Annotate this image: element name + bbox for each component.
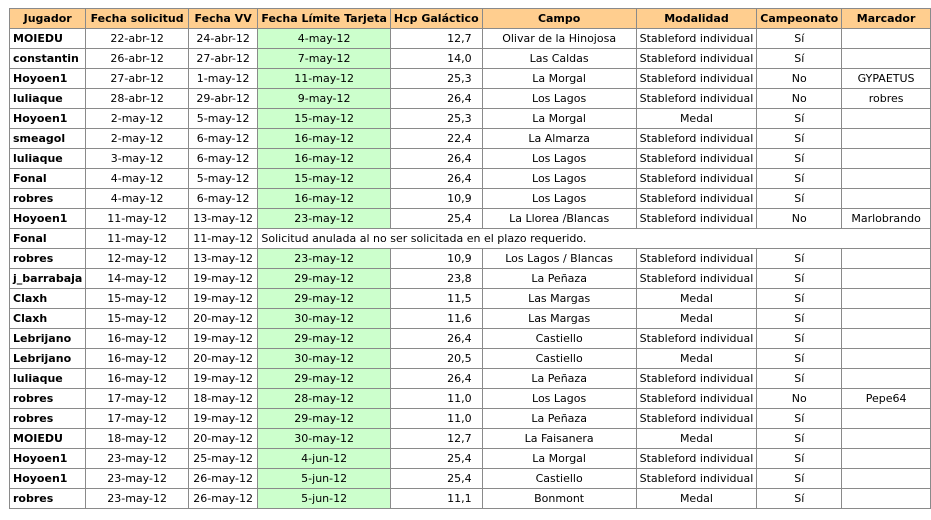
cell-fecha-solicitud: 16-may-12: [86, 329, 189, 349]
cell-campo: La Morgal: [482, 449, 636, 469]
cell-jugador: robres: [10, 389, 86, 409]
cell-marcador: [842, 349, 931, 369]
cell-jugador: luliaque: [10, 149, 86, 169]
cell-marcador: [842, 289, 931, 309]
cell-campo: Los Lagos: [482, 389, 636, 409]
cell-fecha-vv: 6-may-12: [188, 189, 257, 209]
cell-fecha-solicitud: 11-may-12: [86, 229, 189, 249]
cell-campo: Castiello: [482, 349, 636, 369]
cell-campo: La Almarza: [482, 129, 636, 149]
table-body: [10, 29, 931, 509]
cell-marcador: Pepe64: [842, 389, 931, 409]
cell-fecha-vv: 5-may-12: [188, 109, 257, 129]
header-jugador: Jugador: [10, 9, 86, 29]
cell-note: Solicitud anulada al no ser solicitada en el plazo requerido.: [258, 229, 931, 249]
table-row: [10, 429, 931, 449]
cell-fecha-limite: 7-may-12: [258, 49, 391, 69]
cell-fecha-solicitud: 15-may-12: [86, 289, 189, 309]
cell-jugador: Claxh: [10, 309, 86, 329]
cell-modalidad: Stableford individual: [636, 389, 757, 409]
cell-campo: La Morgal: [482, 69, 636, 89]
table-row: [10, 169, 931, 189]
table-row: [10, 329, 931, 349]
cell-fecha-limite: 16-may-12: [258, 189, 391, 209]
golf-requests-table: [9, 8, 931, 509]
cell-campeonato: Sí: [757, 489, 842, 509]
header-campo: Campo: [482, 9, 636, 29]
cell-marcador: [842, 489, 931, 509]
cell-fecha-solicitud: 15-may-12: [86, 309, 189, 329]
cell-fecha-vv: 20-may-12: [188, 349, 257, 369]
cell-modalidad: Stableford individual: [636, 49, 757, 69]
cell-fecha-limite: 15-may-12: [258, 169, 391, 189]
cell-fecha-limite: 30-may-12: [258, 309, 391, 329]
cell-fecha-vv: 29-abr-12: [188, 89, 257, 109]
cell-hcp: 23,8: [390, 269, 482, 289]
cell-fecha-vv: 24-abr-12: [188, 29, 257, 49]
table-row: [10, 309, 931, 329]
cell-modalidad: Stableford individual: [636, 369, 757, 389]
cell-fecha-solicitud: 27-abr-12: [86, 69, 189, 89]
cell-hcp: 11,1: [390, 489, 482, 509]
cell-campeonato: Sí: [757, 269, 842, 289]
cell-marcador: [842, 149, 931, 169]
table-row: [10, 409, 931, 429]
cell-campeonato: Sí: [757, 289, 842, 309]
cell-marcador: [842, 129, 931, 149]
cell-jugador: smeagol: [10, 129, 86, 149]
cell-hcp: 10,9: [390, 249, 482, 269]
cell-fecha-solicitud: 23-may-12: [86, 469, 189, 489]
cell-fecha-vv: 11-may-12: [188, 229, 257, 249]
cell-marcador: [842, 49, 931, 69]
cell-jugador: luliaque: [10, 369, 86, 389]
cell-campeonato: Sí: [757, 449, 842, 469]
cell-fecha-limite: 29-may-12: [258, 329, 391, 349]
cell-marcador: [842, 189, 931, 209]
cell-marcador: Marlobrando: [842, 209, 931, 229]
cell-campeonato: Sí: [757, 309, 842, 329]
cell-marcador: [842, 109, 931, 129]
cell-hcp: 11,6: [390, 309, 482, 329]
cell-campo: Los Lagos: [482, 89, 636, 109]
cell-campo: La Peñaza: [482, 369, 636, 389]
table-row: [10, 109, 931, 129]
cell-fecha-vv: 6-may-12: [188, 149, 257, 169]
header-fecha-vv: Fecha VV: [188, 9, 257, 29]
cell-campeonato: Sí: [757, 469, 842, 489]
cell-modalidad: Medal: [636, 429, 757, 449]
cell-jugador: luliaque: [10, 89, 86, 109]
table-row: [10, 449, 931, 469]
cell-fecha-vv: 5-may-12: [188, 169, 257, 189]
cell-fecha-vv: 1-may-12: [188, 69, 257, 89]
cell-fecha-limite: 23-may-12: [258, 249, 391, 269]
cell-modalidad: Medal: [636, 489, 757, 509]
cell-marcador: [842, 249, 931, 269]
cell-jugador: j_barrabaja: [10, 269, 86, 289]
table-row: [10, 289, 931, 309]
table-row: [10, 389, 931, 409]
table-row: [10, 229, 931, 249]
cell-modalidad: Stableford individual: [636, 449, 757, 469]
cell-jugador: Claxh: [10, 289, 86, 309]
cell-fecha-limite: 30-may-12: [258, 349, 391, 369]
cell-fecha-solicitud: 28-abr-12: [86, 89, 189, 109]
cell-fecha-limite: 29-may-12: [258, 409, 391, 429]
cell-fecha-solicitud: 16-may-12: [86, 349, 189, 369]
cell-modalidad: Stableford individual: [636, 149, 757, 169]
cell-modalidad: Stableford individual: [636, 469, 757, 489]
cell-marcador: [842, 169, 931, 189]
cell-modalidad: Stableford individual: [636, 269, 757, 289]
cell-jugador: robres: [10, 249, 86, 269]
cell-fecha-vv: 25-may-12: [188, 449, 257, 469]
cell-hcp: 25,3: [390, 69, 482, 89]
cell-fecha-solicitud: 18-may-12: [86, 429, 189, 449]
table-row: [10, 129, 931, 149]
cell-fecha-solicitud: 16-may-12: [86, 369, 189, 389]
cell-fecha-vv: 19-may-12: [188, 329, 257, 349]
cell-fecha-limite: 4-may-12: [258, 29, 391, 49]
cell-fecha-vv: 6-may-12: [188, 129, 257, 149]
cell-campo: Las Margas: [482, 309, 636, 329]
header-modalidad: Modalidad: [636, 9, 757, 29]
cell-fecha-limite: 5-jun-12: [258, 469, 391, 489]
cell-fecha-vv: 19-may-12: [188, 369, 257, 389]
cell-fecha-solicitud: 4-may-12: [86, 189, 189, 209]
cell-fecha-solicitud: 26-abr-12: [86, 49, 189, 69]
cell-marcador: [842, 269, 931, 289]
table-row: [10, 69, 931, 89]
cell-hcp: 26,4: [390, 369, 482, 389]
cell-campo: La Peñaza: [482, 409, 636, 429]
cell-jugador: MOIEDU: [10, 429, 86, 449]
cell-modalidad: Stableford individual: [636, 209, 757, 229]
cell-modalidad: Medal: [636, 349, 757, 369]
header-row: [10, 9, 931, 29]
cell-modalidad: Stableford individual: [636, 89, 757, 109]
cell-campeonato: No: [757, 89, 842, 109]
cell-campeonato: Sí: [757, 409, 842, 429]
cell-jugador: Lebrijano: [10, 349, 86, 369]
cell-fecha-vv: 19-may-12: [188, 409, 257, 429]
cell-hcp: 26,4: [390, 329, 482, 349]
cell-campo: Castiello: [482, 329, 636, 349]
cell-campo: Castiello: [482, 469, 636, 489]
cell-fecha-limite: 11-may-12: [258, 69, 391, 89]
cell-fecha-limite: 29-may-12: [258, 269, 391, 289]
cell-modalidad: Medal: [636, 289, 757, 309]
cell-hcp: 11,5: [390, 289, 482, 309]
table-row: [10, 249, 931, 269]
table-row: [10, 209, 931, 229]
header-marcador: Marcador: [842, 9, 931, 29]
table-row: [10, 149, 931, 169]
cell-modalidad: Stableford individual: [636, 69, 757, 89]
cell-jugador: Fonal: [10, 229, 86, 249]
cell-marcador: [842, 329, 931, 349]
cell-jugador: Hoyoen1: [10, 469, 86, 489]
cell-fecha-solicitud: 22-abr-12: [86, 29, 189, 49]
cell-fecha-vv: 19-may-12: [188, 269, 257, 289]
cell-hcp: 22,4: [390, 129, 482, 149]
table-row: [10, 349, 931, 369]
cell-fecha-solicitud: 11-may-12: [86, 209, 189, 229]
header-fecha-solicitud: Fecha solicitud: [86, 9, 189, 29]
cell-fecha-solicitud: 3-may-12: [86, 149, 189, 169]
cell-jugador: robres: [10, 489, 86, 509]
cell-hcp: 25,3: [390, 109, 482, 129]
cell-fecha-limite: 29-may-12: [258, 369, 391, 389]
cell-campo: Bonmont: [482, 489, 636, 509]
cell-hcp: 25,4: [390, 469, 482, 489]
table-row: [10, 489, 931, 509]
cell-jugador: MOIEDU: [10, 29, 86, 49]
cell-fecha-solicitud: 14-may-12: [86, 269, 189, 289]
cell-fecha-vv: 27-abr-12: [188, 49, 257, 69]
cell-fecha-solicitud: 12-may-12: [86, 249, 189, 269]
header-fecha-limite: Fecha Límite Tarjeta: [258, 9, 391, 29]
cell-campeonato: Sí: [757, 149, 842, 169]
cell-fecha-limite: 16-may-12: [258, 129, 391, 149]
cell-fecha-limite: 29-may-12: [258, 289, 391, 309]
cell-campo: Los Lagos: [482, 149, 636, 169]
cell-fecha-vv: 20-may-12: [188, 309, 257, 329]
cell-fecha-solicitud: 4-may-12: [86, 169, 189, 189]
cell-campo: La Llorea /Blancas: [482, 209, 636, 229]
cell-fecha-limite: 15-may-12: [258, 109, 391, 129]
cell-marcador: robres: [842, 89, 931, 109]
cell-campeonato: Sí: [757, 349, 842, 369]
cell-fecha-vv: 19-may-12: [188, 289, 257, 309]
cell-marcador: [842, 469, 931, 489]
cell-marcador: [842, 309, 931, 329]
cell-modalidad: Stableford individual: [636, 29, 757, 49]
cell-modalidad: Stableford individual: [636, 129, 757, 149]
cell-campeonato: No: [757, 69, 842, 89]
cell-modalidad: Medal: [636, 309, 757, 329]
cell-fecha-solicitud: 17-may-12: [86, 409, 189, 429]
cell-fecha-limite: 5-jun-12: [258, 489, 391, 509]
header-campeonato: Campeonato: [757, 9, 842, 29]
cell-campeonato: Sí: [757, 329, 842, 349]
cell-fecha-vv: 20-may-12: [188, 429, 257, 449]
table-row: [10, 29, 931, 49]
table-row: [10, 89, 931, 109]
table-row: [10, 269, 931, 289]
cell-campo: Los Lagos: [482, 189, 636, 209]
cell-jugador: Lebrijano: [10, 329, 86, 349]
cell-campeonato: Sí: [757, 49, 842, 69]
cell-marcador: GYPAETUS: [842, 69, 931, 89]
cell-campo: Las Margas: [482, 289, 636, 309]
cell-fecha-limite: 9-may-12: [258, 89, 391, 109]
cell-campeonato: Sí: [757, 429, 842, 449]
cell-jugador: Fonal: [10, 169, 86, 189]
cell-fecha-solicitud: 17-may-12: [86, 389, 189, 409]
cell-marcador: [842, 429, 931, 449]
cell-fecha-solicitud: 2-may-12: [86, 129, 189, 149]
cell-modalidad: Stableford individual: [636, 409, 757, 429]
cell-hcp: 25,4: [390, 209, 482, 229]
cell-hcp: 26,4: [390, 169, 482, 189]
cell-modalidad: Stableford individual: [636, 329, 757, 349]
cell-modalidad: Stableford individual: [636, 189, 757, 209]
cell-fecha-solicitud: 23-may-12: [86, 449, 189, 469]
cell-fecha-limite: 30-may-12: [258, 429, 391, 449]
cell-marcador: [842, 369, 931, 389]
cell-modalidad: Medal: [636, 109, 757, 129]
cell-campeonato: Sí: [757, 109, 842, 129]
cell-jugador: Hoyoen1: [10, 69, 86, 89]
cell-campo: Los Lagos: [482, 169, 636, 189]
cell-campeonato: Sí: [757, 29, 842, 49]
cell-campeonato: Sí: [757, 369, 842, 389]
cell-campo: Los Lagos / Blancas: [482, 249, 636, 269]
cell-fecha-vv: 18-may-12: [188, 389, 257, 409]
cell-campeonato: Sí: [757, 129, 842, 149]
cell-marcador: [842, 449, 931, 469]
cell-fecha-limite: 16-may-12: [258, 149, 391, 169]
table-row: [10, 369, 931, 389]
cell-jugador: Hoyoen1: [10, 109, 86, 129]
cell-campeonato: Sí: [757, 249, 842, 269]
cell-fecha-vv: 13-may-12: [188, 209, 257, 229]
cell-fecha-limite: 28-may-12: [258, 389, 391, 409]
cell-jugador: Hoyoen1: [10, 209, 86, 229]
table-row: [10, 189, 931, 209]
cell-jugador: robres: [10, 409, 86, 429]
cell-marcador: [842, 29, 931, 49]
cell-fecha-vv: 26-may-12: [188, 469, 257, 489]
cell-campeonato: Sí: [757, 189, 842, 209]
cell-fecha-limite: 23-may-12: [258, 209, 391, 229]
cell-marcador: [842, 409, 931, 429]
cell-modalidad: Stableford individual: [636, 249, 757, 269]
cell-hcp: 14,0: [390, 49, 482, 69]
cell-campo: La Morgal: [482, 109, 636, 129]
cell-fecha-vv: 26-may-12: [188, 489, 257, 509]
cell-hcp: 11,0: [390, 409, 482, 429]
cell-campeonato: No: [757, 209, 842, 229]
cell-jugador: constantin: [10, 49, 86, 69]
cell-campo: Las Caldas: [482, 49, 636, 69]
cell-hcp: 25,4: [390, 449, 482, 469]
cell-hcp: 12,7: [390, 429, 482, 449]
cell-campo: La Peñaza: [482, 269, 636, 289]
cell-hcp: 26,4: [390, 149, 482, 169]
cell-hcp: 26,4: [390, 89, 482, 109]
cell-fecha-solicitud: 23-may-12: [86, 489, 189, 509]
cell-fecha-vv: 13-may-12: [188, 249, 257, 269]
cell-hcp: 12,7: [390, 29, 482, 49]
cell-jugador: Hoyoen1: [10, 449, 86, 469]
table-row: [10, 49, 931, 69]
cell-modalidad: Stableford individual: [636, 169, 757, 189]
cell-jugador: robres: [10, 189, 86, 209]
cell-hcp: 11,0: [390, 389, 482, 409]
cell-campeonato: Sí: [757, 169, 842, 189]
cell-hcp: 20,5: [390, 349, 482, 369]
cell-campo: La Faisanera: [482, 429, 636, 449]
table-row: [10, 469, 931, 489]
cell-fecha-limite: 4-jun-12: [258, 449, 391, 469]
cell-campo: Olivar de la Hinojosa: [482, 29, 636, 49]
cell-hcp: 10,9: [390, 189, 482, 209]
cell-campeonato: No: [757, 389, 842, 409]
header-hcp: Hcp Galáctico: [390, 9, 482, 29]
cell-fecha-solicitud: 2-may-12: [86, 109, 189, 129]
